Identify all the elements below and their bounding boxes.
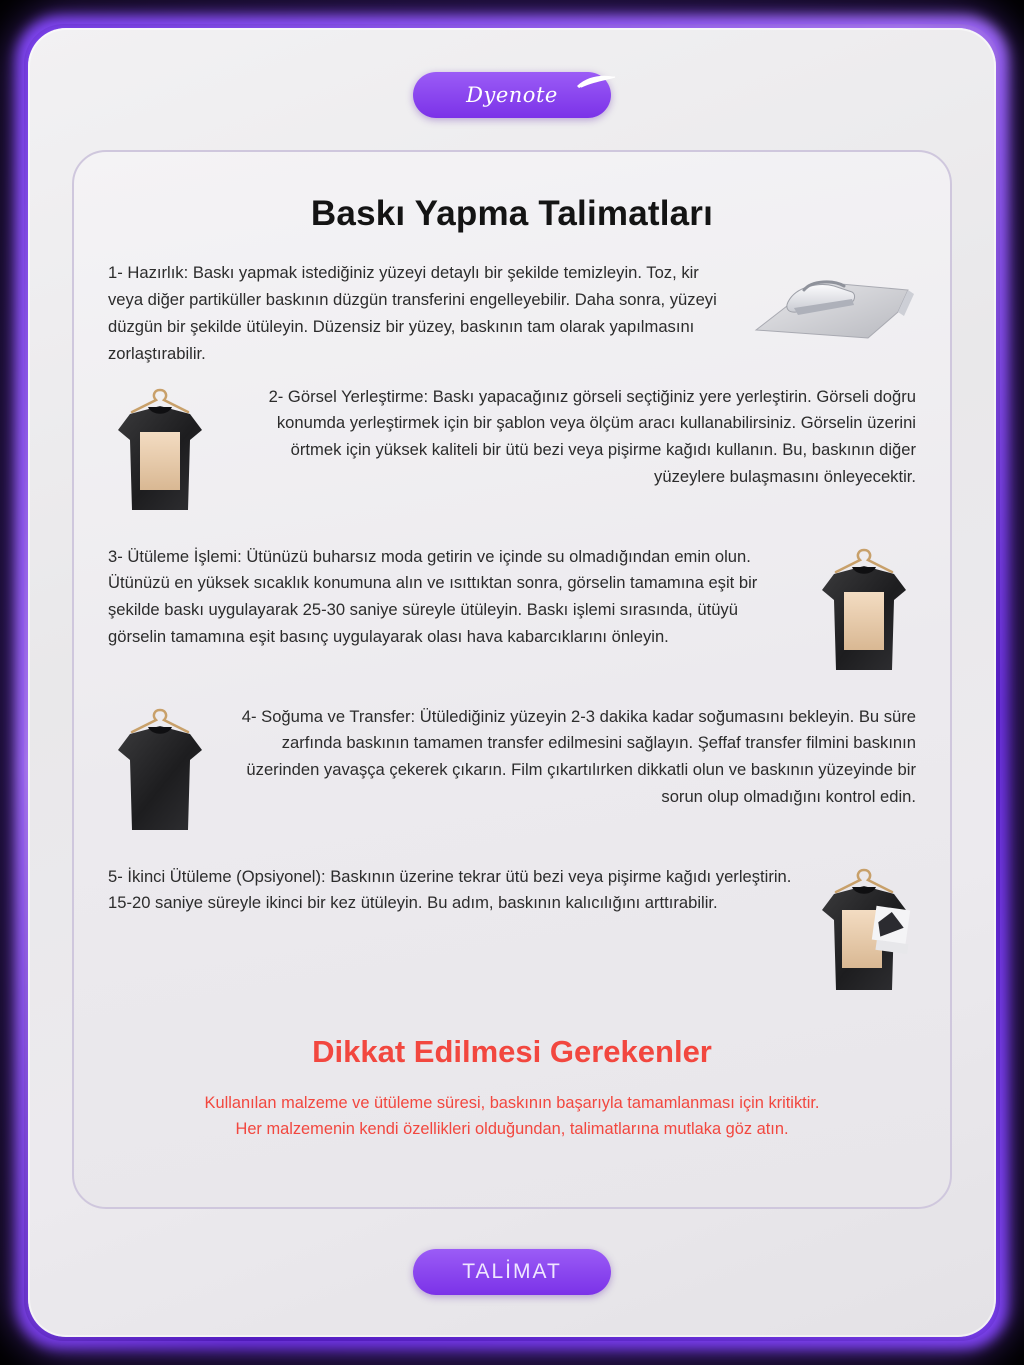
step-3-text: 3- Ütüleme İşlemi: Ütünüzü buharsız moda getirin ve içinde su olmadığından emin olun. Ütünüzü en yüksek sıcaklık konumuna alın ve ısıttıktan sonra, görselin tamamına eşit bir şekilde baskı uygulayarak 25-30 saniye süreyle ütüleyin. Baskı işlemi sırasında, ütüyü görselin tamamına eşit basınç uygulayarak olası hava kabarcıklarını önleyin. — [108, 546, 758, 647]
poster-card — [28, 28, 996, 1337]
footer-label: TALİMAT — [462, 1260, 562, 1283]
footer-pill[interactable] — [413, 1249, 611, 1295]
instructions-panel — [72, 150, 952, 1209]
warning-line-2: Her malzemenin kendi özellikleri olduğundan, talimatlarına mutlaka göz atın. — [235, 1119, 789, 1138]
step-1-text: 1- Hazırlık: Baskı yapmak istediğiniz yüzeyi detaylı bir şekilde temizleyin. Toz, kir veya diğer partiküller baskının düzgün transferini engelleyebilir. Daha sonra, yüzeyi düzgün bir şekilde ütüleyin. Düzensiz bir yüzey, baskının tam olarak yapılmasını zorlaştırabilir. — [108, 263, 717, 363]
brand-logo-pill[interactable] — [413, 72, 611, 118]
warning-line-1: Kullanılan malzeme ve ütüleme süresi, baskının başarıyla tamamlanması için kritiktir. — [204, 1093, 820, 1112]
printed-tshirt-hanger-icon — [812, 864, 916, 1004]
page-title: Baskı Yapma Talimatları — [310, 194, 714, 233]
warning-title: Dikkat Edilmesi Gerekenler — [312, 1033, 712, 1069]
step-2-text: 2- Görsel Yerleştirme: Baskı yapacağınız görseli seçtiğiniz yere yerleştirin. Görseli doğru konumda yerleştirmek için bir şablon veya ölçüm aracı kullanabilirsiniz. Görselin üzerini örtmek için yüksek kaliteli bir ütü bezi veya pişirme kağıdı kullanın. Bu, baskının diğer yüzeylere bulaşmasını önleyecektir. — [268, 386, 916, 487]
iron-on-board-icon — [748, 260, 916, 346]
step-4 — [108, 704, 916, 848]
feather-swish-icon — [575, 74, 617, 90]
brand-name: Dyenote — [466, 83, 558, 107]
black-tshirt-hanger-icon-3 — [108, 704, 212, 844]
step-1 — [108, 260, 916, 368]
black-tshirt-hanger-icon — [108, 384, 212, 524]
step-5-text: 5- İkinci Ütüleme (Opsiyonel): Baskının üzerine tekrar ütü bezi veya pişirme kağıdı yerleştirin. 15-20 saniye süreyle ikinci bir kez ütüleyin. Bu adım, baskının kalıcılığını arttırabilir. — [108, 866, 792, 913]
step-3 — [108, 544, 916, 688]
black-tshirt-hanger-icon-2 — [812, 544, 916, 684]
step-4-text: 4- Soğuma ve Transfer: Ütülediğiniz yüzeyin 2-3 dakika kadar soğumasını bekleyin. Bu süre zarfında baskının tamamen transfer edilmesini sağlayın. Şeffaf transfer filmini baskının üzerinden yavaşça çekerek çıkarın. Film çıkartılırken dikkatli olun ve baskının yüzeyinde bir sorun olup olmadığını kontrol edin. — [241, 706, 916, 807]
step-5 — [108, 864, 916, 1008]
step-2 — [108, 384, 916, 528]
